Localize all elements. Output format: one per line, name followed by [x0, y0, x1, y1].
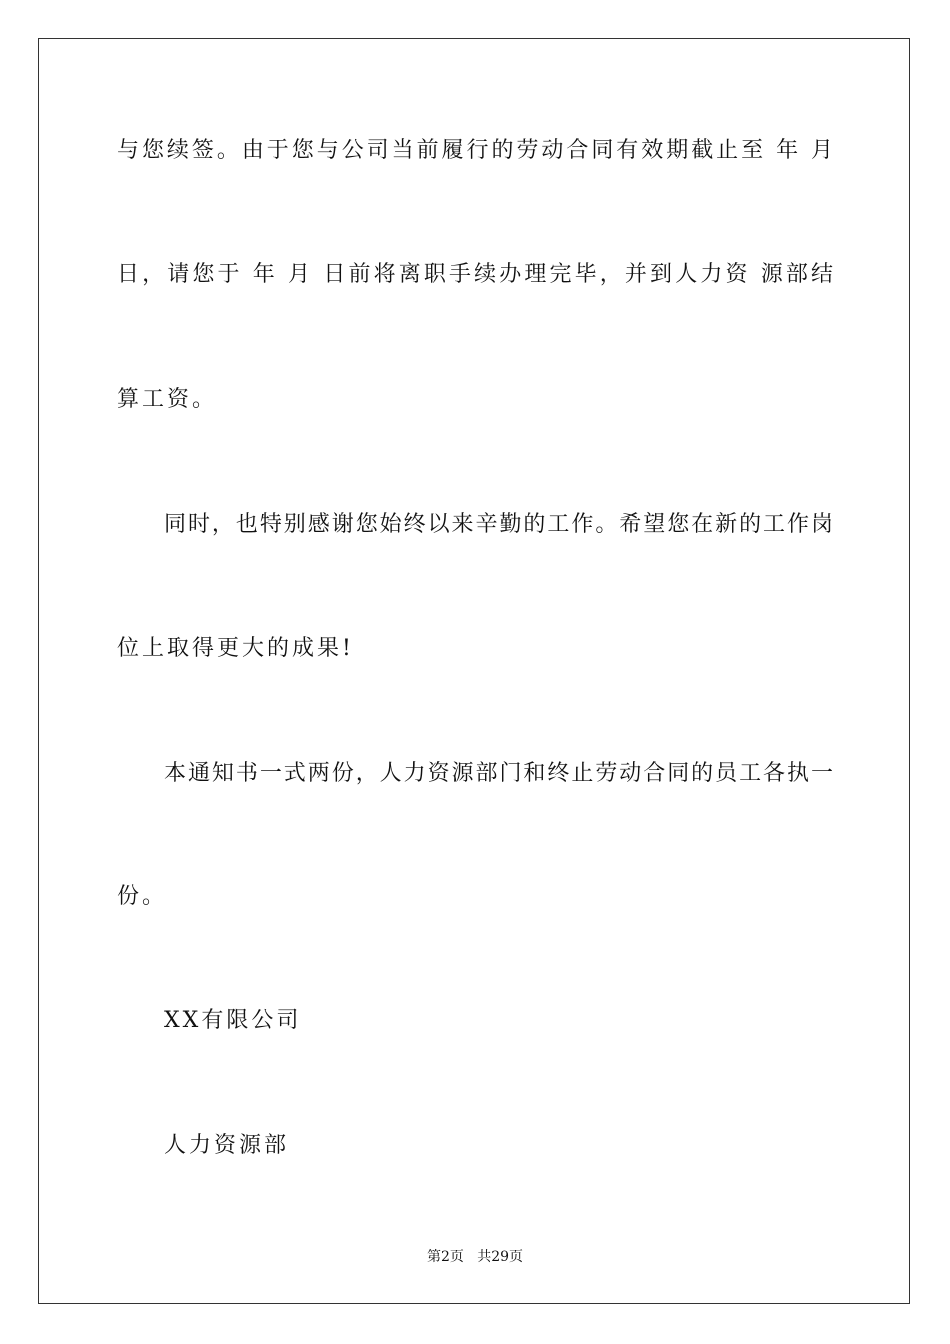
body-line-3: 算工资。	[117, 387, 218, 412]
body-line-5: 位上取得更大的成果!	[117, 636, 354, 661]
page-number: 第2页 共29页	[426, 1249, 524, 1265]
department-name: 人力资源部	[164, 1133, 290, 1158]
body-line-2: 日，请您于 年 月 日前将离职手续办理完毕，并到人力资 源部结	[117, 262, 833, 287]
company-name: XX有限公司	[164, 1008, 302, 1033]
page-frame	[38, 38, 910, 1304]
body-line-6: 本通知书一式两份，人力资源部门和终止劳动合同的员工各执一	[164, 761, 833, 786]
body-line-7: 份。	[117, 884, 168, 909]
body-line-4: 同时，也特别感谢您始终以来辛勤的工作。希望您在新的工作岗	[164, 512, 833, 537]
body-line-1: 与您续签。由于您与公司当前履行的劳动合同有效期截止至 年 月	[117, 138, 833, 163]
